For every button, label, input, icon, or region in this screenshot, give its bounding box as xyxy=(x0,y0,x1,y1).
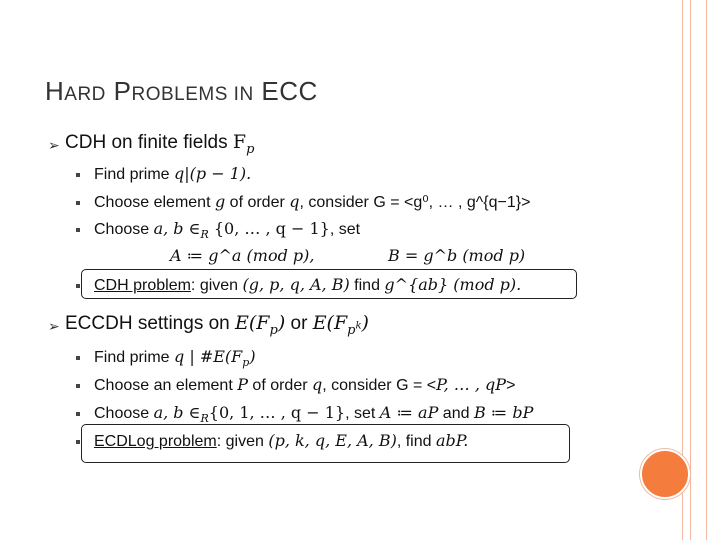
section-heading: CDH on finite fields $F_p$ xyxy=(65,131,255,157)
list-item: Choose element g of order q, consider G = <g⁰, … , g^{q−1}> xyxy=(94,192,531,211)
square-bullet-icon xyxy=(76,356,80,360)
list-item: ECDLog problem: given (p, k, q, E, A, B), find abP. xyxy=(94,431,469,450)
square-bullet-icon xyxy=(76,201,80,205)
square-bullet-icon xyxy=(76,228,80,232)
formula-A: A ≔ g^a (mod p), xyxy=(170,246,315,265)
arrow-bullet-icon: ➢ xyxy=(48,137,60,153)
list-item: CDH problem: given (g, p, q, A, B) find g^{ab} (mod p). xyxy=(94,275,522,294)
formula-B: B = g^b (mod p) xyxy=(388,246,526,265)
arrow-bullet-icon: ➢ xyxy=(48,318,60,334)
square-bullet-icon xyxy=(76,412,80,416)
list-item: Find prime q | $\#E(F_p)$ xyxy=(94,347,256,370)
square-bullet-icon xyxy=(76,284,80,288)
slide-title: HARD PROBLEMS IN ECC xyxy=(45,76,318,106)
list-item: Choose an element P of order q, consider G = <P, … , qP> xyxy=(94,375,516,394)
square-bullet-icon xyxy=(76,384,80,388)
square-bullet-icon xyxy=(76,173,80,177)
square-bullet-icon xyxy=(76,440,80,444)
section-heading: ECCDH settings on $E(F_p)$ or $E(F_{p^k})$ xyxy=(65,312,369,338)
list-item: Choose a, b $\in_R\{0$, 1, … , q − 1}, set A ≔ aP and B ≔ bP xyxy=(94,403,534,426)
list-item: Choose a, b $\in_R$ {0, … , q − 1}, set xyxy=(94,219,361,242)
list-item: Find prime q|(p − 1). xyxy=(94,164,252,183)
